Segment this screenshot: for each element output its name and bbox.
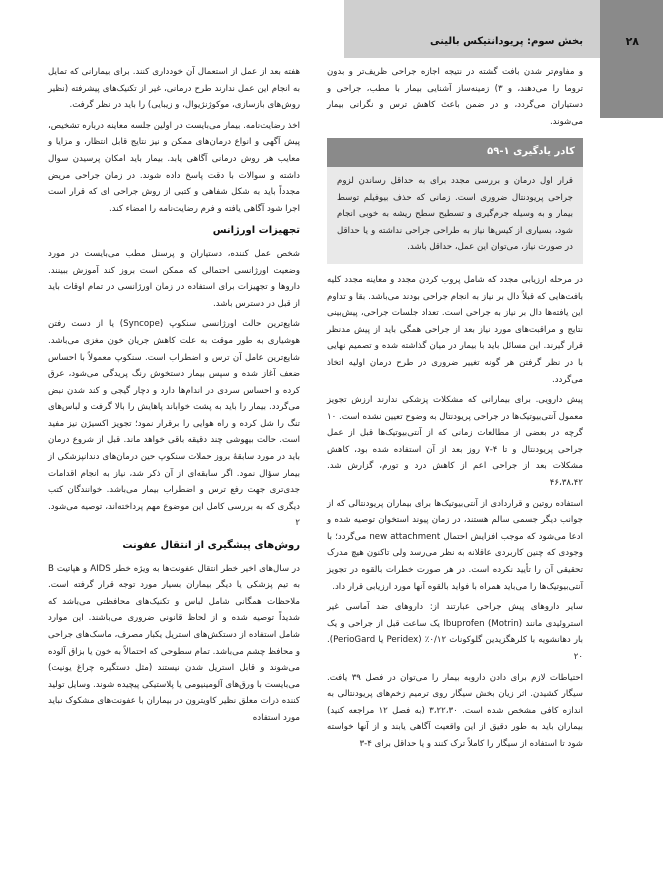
- paragraph: هفته بعد از عمل از استعمال آن خودداری کنند. برای بیمارانی که تمایل به انجام این عمل ندارند طرح درمانی، غیر از تکنیک‌های پیشرفته (نظیر روش‌های بازسازی، موکوژنژیوال، و زیبایی) را باید در نظر گرفت.: [48, 67, 300, 111]
- paragraph: اخذ رضایت‌نامه. بیمار می‌بایست در اولین جلسه معاینه درباره تشخیص، پیش آگهی و انواع درمان‌های ممکن و نیز نتایج قابل انتظار، و مزایا و معایب هر روش درمانی آگاهی یابد. بیمار باید امکان پرسیدن سوال داشته و سوالات با دقت پاسخ داده شوند. در زمان جراحی مریض مجدداً باید به شکل شفاهی و کتبی از روش جراحی ای که قرار است اجرا شود آگاهی یافته و فرم رضایت‌نامه را امضاء کند.: [48, 120, 300, 214]
- paragraph: در مرحله ارزیابی مجدد که شامل پروب کردن مجدد و معاینه مجدد کلیه بافت‌هایی که قبلاً دال بر نیاز به انجام جراحی بودند می‌باشد. بقا و تداوم این یافته‌ها دال بر نیاز به جراحی است. تعداد جلسات جراحی، پیش‌بینی نتایج و مراقبت‌های مورد نیاز بعد از جراحی همگی باید از پیش مدنظر قرار گیرند. این مسائل باید با بیمار در میان گذاشته شده و تصمیم نهایی با در نظر گرفتن هر گونه تغییر ضروری در طرح درمان اولیه اتخاذ می‌گردد.: [327, 274, 583, 385]
- learning-box-body: قرار اول درمان و بررسی مجدد برای به حداقل رساندن لزوم جراحی پریودنتال ضروری است. زمانی که حذف بیوفیلم توسط بیمار و به وسیله جرم‌گیری و تسطیح سطح ریشه به خوبی انجام شود، بسیاری از کیس‌ها نیاز به طراحی جراحی نداشته و یا حداقل در صورت نیاز، می‌توان این عمل، حداقل باشد.: [337, 175, 573, 253]
- learning-box-title: کادر یادگیری ۱-۵۹: [327, 138, 583, 167]
- paragraph: احتیاطات لازم برای دادن داروبه بیمار را می‌توان در فصل ۳۹ یافت. سیگار کشیدن. اثر زیان بخش سیگار روی ترمیم زخم‌های پریودنتالی به اندازه کافی مشخص شده است. ۳،۲۲،۳۰ (به فصل ۱۲ مراجعه کنید) بیماران باید به طور دقیق از این واقعیت آگاهی یابند و از آنها خواسته شود تا استفاده از سیگار را کاملاً ترک کنند و یا حداقل برای ۴-۳: [327, 672, 583, 749]
- header-page-tab: [600, 0, 663, 58]
- side-tab-strip: [600, 58, 663, 118]
- header-title-band: [344, 0, 600, 58]
- left-column: [48, 64, 300, 731]
- right-column: [327, 64, 583, 757]
- paragraph: سایر داروهای پیش جراحی عبارتند از: داروهای ضد آماسی غیر استروئیدی مانند Ibuprofen (Motrin) یک ساعت قبل از جراحی و یک بار دهانشویه با کلرهگزیدین گلوکونات ٠/١٢٪ (Peridex یا PerioGard). ۲۰: [327, 602, 583, 662]
- paragraph: در سال‌های اخیر خطر انتقال عفونت‌ها به ویژه خطر AIDS و هپاتیت B به تیم پزشکی یا دیگر بیماران بسیار مورد توجه قرار گرفته است. ملاحظات همگانی شامل لباس و تکنیک‌های محافظتی می‌باشد که شدیداً توصیه شده و از لحاظ قانونی ضروری می‌باشند. این موارد شامل استفاده از دستکش‌های استریل یکبار مصرف، ماسک‌های جراحی و محافظ چشم می‌باشد. تمام سطوحی که احتمالاً به خون یا بزاق آلوده می‌شوند و قابل استریل شدن نیستند (مثل دستگیره چراغ یونیت) می‌بایست با ورق‌های آلومینیومی یا پلاستیکی پیچیده شوند. وسایل تولید کننده ذرات معلق نظیر کاویترون در بیماران با عفونت‌های مشکوک نباید مورد استفاده: [48, 563, 300, 723]
- intro-paragraph: و مفاوم‌تر شدن بافت گشته در نتیجه اجازه جراحی ظریف‌تر و بدون تروما را می‌دهند، و ۳) زمینه‌ساز آشنایی بیمار با مطب، جراحی و دستیاران می‌گردد، و در ضمن باعث کاهش ترس و نگرانی بیمار می‌شوند.: [327, 67, 583, 127]
- page-header: [0, 0, 663, 58]
- header-left-area: [0, 0, 344, 58]
- paragraph: شخص عمل کننده، دستیاران و پرسنل مطب می‌بایست در مورد وضعیت اورژانسی احتمالی که ممکن است بروز کند آموزش ببینند. داروها و تجهیزات برای استفاده در زمان اورژانسی در تمام اوقات باید از قبل در دسترس باشد.: [48, 248, 300, 309]
- chapter-title: بخش سوم: پریودانتیکس بالینی: [430, 36, 583, 47]
- paragraph: پیش دارویی. برای بیمارانی که مشکلات پزشکی ندارند ارزش تجویز معمول آنتی‌بیوتیک‌ها در جراحی پریودنتال به وضوح تعیین نشده است. ۱۰ گرچه در بعضی از مطالعات زمانی که از آنتی‌بیوتیک‌ها قبل از عمل جراحی پریودنتال و تا ۴-۷ روز بعد از آن استفاده شده بود، کاهش مشکلات بعد از جراحی اعم از کاهش درد و تورم، گزارش شد. ۴۶،۳۸،۴۲: [327, 395, 583, 489]
- section-heading-infection-control: روش‌های پیشگیری از انتقال عفونت: [122, 540, 300, 552]
- paragraph: استفاده روتین و قراردادی از آنتی‌بیوتیک‌ها برای بیماران پریودنتالی که از جوانب دیگر جسمی سالم هستند، در زمان پیوند استخوان توصیه شده و ادعا می‌شود که موجب افزایش احتمال new attachment می‌گردد؛ با وجودی که چنین کاربردی عاقلانه به نظر می‌رسد ولی تاکنون هیچ مدرک تحقیقی آن را تأیید نکرده است. در هر صورت خطرات بالقوه در تجویز آنتی‌بیوتیک‌ها را می‌باید همراه با فواید بالقوه آنها مورد ارزیابی قرار داد.: [327, 498, 583, 592]
- page-number: ۲۸: [625, 35, 639, 48]
- section-heading-emergency: تجهیزات اورژانس: [212, 225, 300, 237]
- paragraph: شایع‌ترین حالت اورژانسی سنکوپ (Syncope) یا از دست رفتن هوشیاری به طور موقت به علت کاهش جریان خون مغزی می‌باشد. شایع‌ترین عامل آن ترس و اضطراب است. سنکوپ معمولاً با احساس ضعف آغاز شده و سپس بیمار دستخوش رنگ پریدگی می‌شود، عرق کرده و احساس سردی در اندام‌ها دارد و دچار گیجی و کند شدن نبض می‌گردد. بیمار را باید به پشت خواباند پاهایش را بالا گرفت و لباس‌های تنگ را شل کرده و راه هوایی را برقرار نمود؛ تجویز اکسیژن نیز مفید است. حالت بیهوشی چند دقیقه باقی خواهد ماند. قبل از شروع درمان باید در مورد سابقهٔ بروز حملات سنکوپ حین درمان‌های دندانپزشکی از بیمار سؤال نمود. اگر سابقه‌ای از آن ذکر شد، نیاز به انجام اقدامات جدی‌تری جهت رفع ترس و اضطراب بیمار می‌باشد. خوانندگان کتب دیگری که به بررسی کامل این موضوع مهم پرداخته‌اند، توصیه می‌شود. ۲: [48, 319, 301, 529]
- learning-box: [327, 138, 583, 264]
